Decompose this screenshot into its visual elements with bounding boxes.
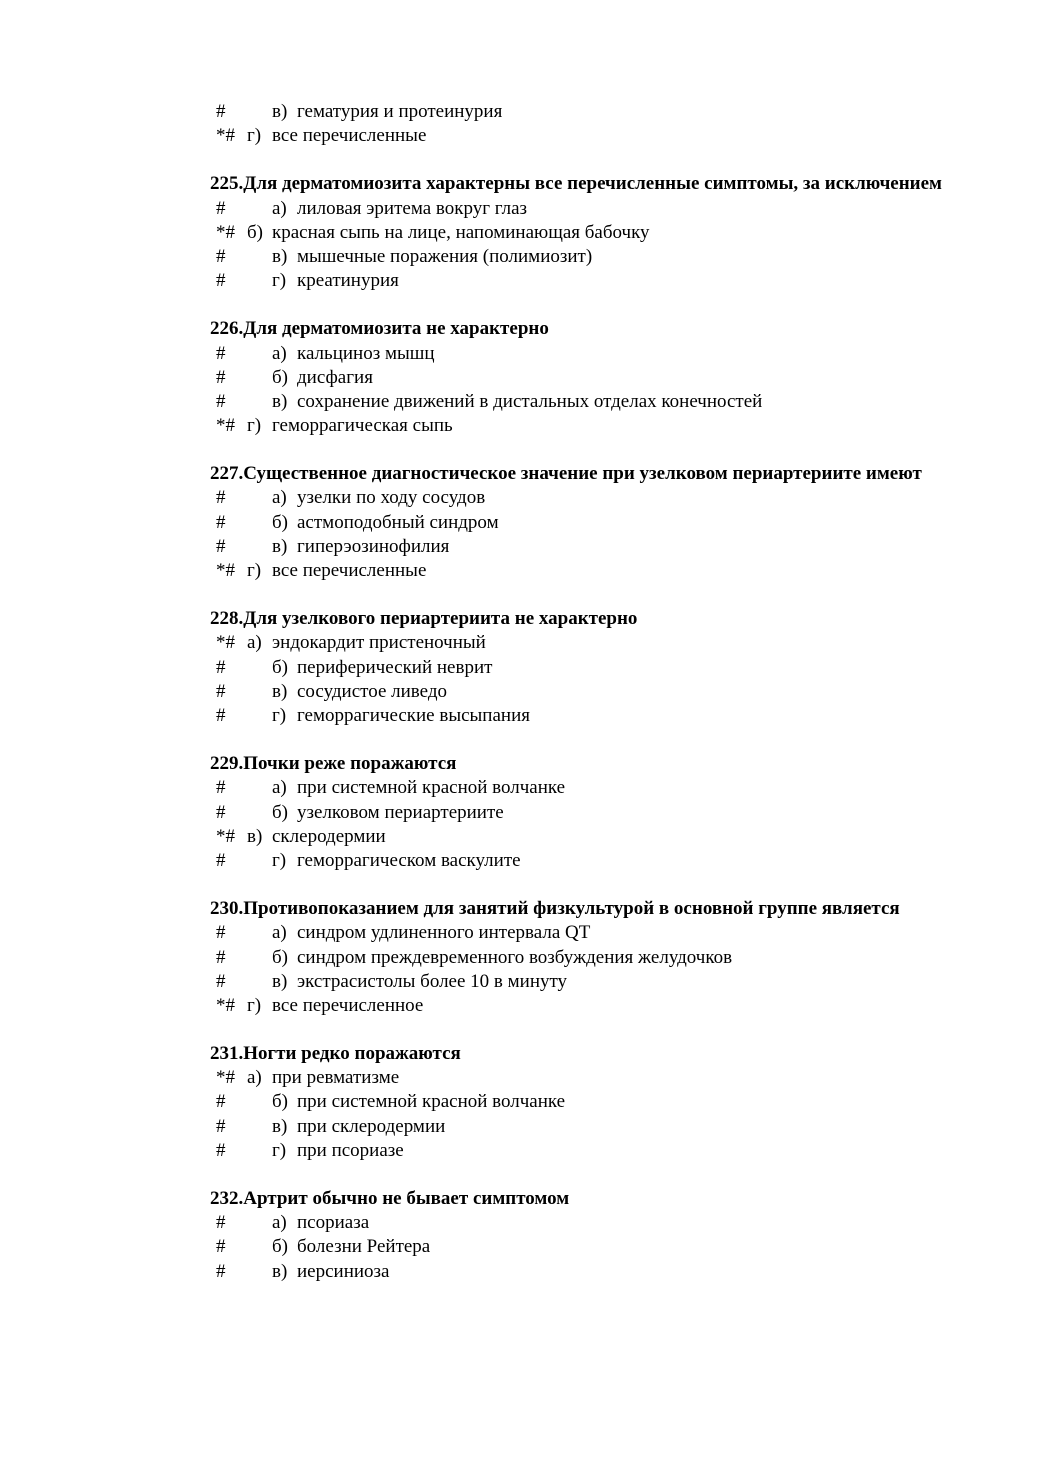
option-text: эндокардит пристеночный — [272, 632, 486, 654]
option-mark: *# — [216, 125, 235, 147]
option-letter: в) — [272, 535, 288, 557]
question-225 — [0, 172, 1039, 293]
answer-option — [0, 849, 1039, 873]
answer-option — [0, 704, 1039, 728]
answer-option — [0, 197, 1039, 221]
option-mark: *# — [216, 1067, 235, 1089]
option-text: геморрагическая сыпь — [272, 415, 453, 437]
option-mark: # — [216, 1091, 226, 1113]
option-letter: в) — [272, 680, 288, 702]
option-mark: # — [216, 1212, 226, 1234]
question-title: 232.Артрит обычно не бывает симптомом — [210, 1188, 570, 1210]
option-text: кальциноз мышц — [297, 342, 435, 364]
answer-option — [0, 970, 1039, 994]
answer-option-correct — [0, 559, 1039, 583]
question-226 — [0, 317, 1039, 438]
option-mark: # — [216, 680, 226, 702]
option-text: узелковом периартериите — [297, 801, 504, 823]
option-text: при псориазе — [297, 1139, 404, 1161]
option-text: все перечисленные — [272, 125, 427, 147]
option-letter: а) — [272, 777, 287, 799]
option-text: все перечисленное — [272, 994, 424, 1016]
option-text: геморрагические высыпания — [297, 705, 530, 726]
answer-option — [0, 656, 1039, 680]
option-mark: # — [216, 1236, 226, 1258]
answer-option — [0, 269, 1039, 293]
option-text: сохранение движений в дистальных отделах конечностей — [297, 390, 763, 412]
option-mark: # — [216, 342, 226, 364]
answer-option — [0, 366, 1039, 390]
leading-options — [0, 100, 1039, 148]
answer-option — [0, 1115, 1039, 1139]
answer-option — [0, 535, 1039, 559]
option-text: дисфагия — [297, 366, 373, 388]
option-text: иерсиниоза — [297, 1260, 390, 1282]
option-letter: г) — [247, 994, 262, 1016]
answer-option — [0, 921, 1039, 945]
answer-option-correct — [0, 631, 1039, 655]
option-mark: *# — [216, 632, 235, 654]
question-title: 225.Для дерматомиозита характерны все перечисленные симптомы, за исключением — [210, 173, 942, 195]
option-text: мышечные поражения (полимиозит) — [297, 245, 593, 267]
option-text: экстрасистолы более 10 в минуту — [297, 970, 568, 992]
option-text: при склеродермии — [297, 1115, 446, 1137]
option-text: креатинурия — [297, 270, 399, 292]
option-mark: *# — [216, 994, 235, 1016]
option-mark: # — [216, 245, 226, 267]
option-text: при системной красной волчанке — [297, 1091, 566, 1113]
option-text: сосудистое ливедо — [297, 680, 447, 702]
option-mark: # — [216, 705, 226, 726]
option-letter: а) — [272, 342, 287, 364]
document-content — [0, 100, 1039, 1284]
option-letter: б) — [272, 946, 288, 968]
option-mark: # — [216, 511, 226, 533]
option-letter: а) — [272, 1212, 287, 1234]
option-mark: # — [216, 946, 226, 968]
question-title: 231.Ногти редко поражаются — [210, 1043, 461, 1065]
answer-option — [0, 1235, 1039, 1259]
option-mark: # — [216, 366, 226, 388]
option-text: синдром удлиненного интервала QT — [297, 922, 591, 944]
option-mark: # — [216, 970, 226, 992]
question-title: 230.Противопоказанием для занятий физкультурой в основной группе является — [210, 898, 900, 920]
option-letter: а) — [247, 1067, 262, 1089]
option-letter: б) — [272, 511, 288, 533]
option-letter: б) — [247, 221, 263, 243]
answer-option — [0, 390, 1039, 414]
option-text: узелки по ходу сосудов — [297, 487, 486, 509]
option-mark: # — [216, 101, 226, 122]
answer-option — [0, 1090, 1039, 1114]
question-227 — [0, 462, 1039, 583]
option-letter: в) — [272, 390, 288, 412]
option-text: псориаза — [297, 1212, 370, 1234]
option-text: астмоподобный синдром — [297, 511, 499, 533]
option-text: при ревматизме — [272, 1067, 400, 1089]
option-mark: # — [216, 535, 226, 557]
answer-option — [0, 946, 1039, 970]
option-text: болезни Рейтера — [297, 1236, 431, 1258]
option-letter: в) — [272, 245, 288, 267]
question-230 — [0, 897, 1039, 1018]
question-title: 228.Для узелкового периартериита не характерно — [210, 608, 638, 630]
answer-option — [0, 1139, 1039, 1163]
option-mark: # — [216, 922, 226, 944]
answer-option — [0, 1211, 1039, 1235]
question-232 — [0, 1187, 1039, 1284]
option-letter: г) — [272, 705, 287, 726]
answer-option — [0, 776, 1039, 800]
option-mark: *# — [216, 560, 235, 582]
answer-option-correct — [0, 994, 1039, 1018]
option-letter: в) — [272, 1260, 288, 1282]
option-text: красная сыпь на лице, напоминающая бабочку — [272, 221, 650, 243]
answer-option — [0, 486, 1039, 510]
question-229 — [0, 752, 1039, 873]
option-letter: б) — [272, 656, 288, 678]
option-mark: *# — [216, 221, 235, 243]
option-mark: *# — [216, 415, 235, 437]
answer-option-correct — [0, 124, 1039, 148]
option-text: гематурия и протеинурия — [297, 101, 503, 122]
option-letter: в) — [272, 970, 288, 992]
option-letter: а) — [272, 197, 287, 219]
option-mark: # — [216, 1139, 226, 1161]
option-mark: # — [216, 270, 226, 292]
option-letter: а) — [247, 632, 262, 654]
answer-option — [0, 1260, 1039, 1284]
option-text: при системной красной волчанке — [297, 777, 566, 799]
option-text: лиловая эритема вокруг глаз — [297, 197, 528, 219]
option-mark: # — [216, 390, 226, 412]
option-mark: # — [216, 1115, 226, 1137]
answer-option-correct — [0, 414, 1039, 438]
answer-option — [0, 245, 1039, 269]
answer-option-correct — [0, 221, 1039, 245]
option-letter: г) — [272, 270, 287, 292]
answer-option-correct — [0, 1066, 1039, 1090]
answer-option — [0, 100, 1039, 124]
option-mark: # — [216, 197, 226, 219]
option-mark: # — [216, 656, 226, 678]
option-letter: в) — [272, 101, 288, 122]
option-letter: б) — [272, 1236, 288, 1258]
option-mark: *# — [216, 825, 235, 847]
option-text: синдром преждевременного возбуждения желудочков — [297, 946, 733, 968]
option-letter: б) — [272, 801, 288, 823]
option-mark: # — [216, 1260, 226, 1282]
answer-option — [0, 801, 1039, 825]
option-text: периферический неврит — [297, 656, 493, 678]
answer-option — [0, 511, 1039, 535]
option-text: гиперэозинофилия — [297, 535, 450, 557]
option-letter: г) — [272, 1139, 287, 1161]
option-mark: # — [216, 801, 226, 823]
option-letter: в) — [272, 1115, 288, 1137]
question-title: 229.Почки реже поражаются — [210, 753, 457, 775]
question-231 — [0, 1042, 1039, 1163]
option-letter: а) — [272, 922, 287, 944]
option-text: все перечисленные — [272, 560, 427, 582]
answer-option — [0, 680, 1039, 704]
option-mark: # — [216, 777, 226, 799]
option-mark: # — [216, 849, 226, 871]
answer-option — [0, 342, 1039, 366]
option-letter: г) — [247, 415, 262, 437]
question-228 — [0, 607, 1039, 728]
question-title: 226.Для дерматомиозита не характерно — [210, 318, 549, 340]
option-text: геморрагическом васкулите — [297, 849, 521, 871]
answer-option-correct — [0, 825, 1039, 849]
option-text: склеродермии — [272, 825, 386, 847]
option-letter: г) — [247, 125, 262, 147]
option-mark: # — [216, 487, 226, 509]
question-title: 227.Существенное диагностическое значение при узелковом периартериите имеют — [210, 463, 922, 485]
option-letter: б) — [272, 1091, 288, 1113]
option-letter: б) — [272, 366, 288, 388]
option-letter: а) — [272, 487, 287, 509]
option-letter: в) — [247, 825, 263, 847]
option-letter: г) — [247, 560, 262, 582]
option-letter: г) — [272, 849, 287, 871]
